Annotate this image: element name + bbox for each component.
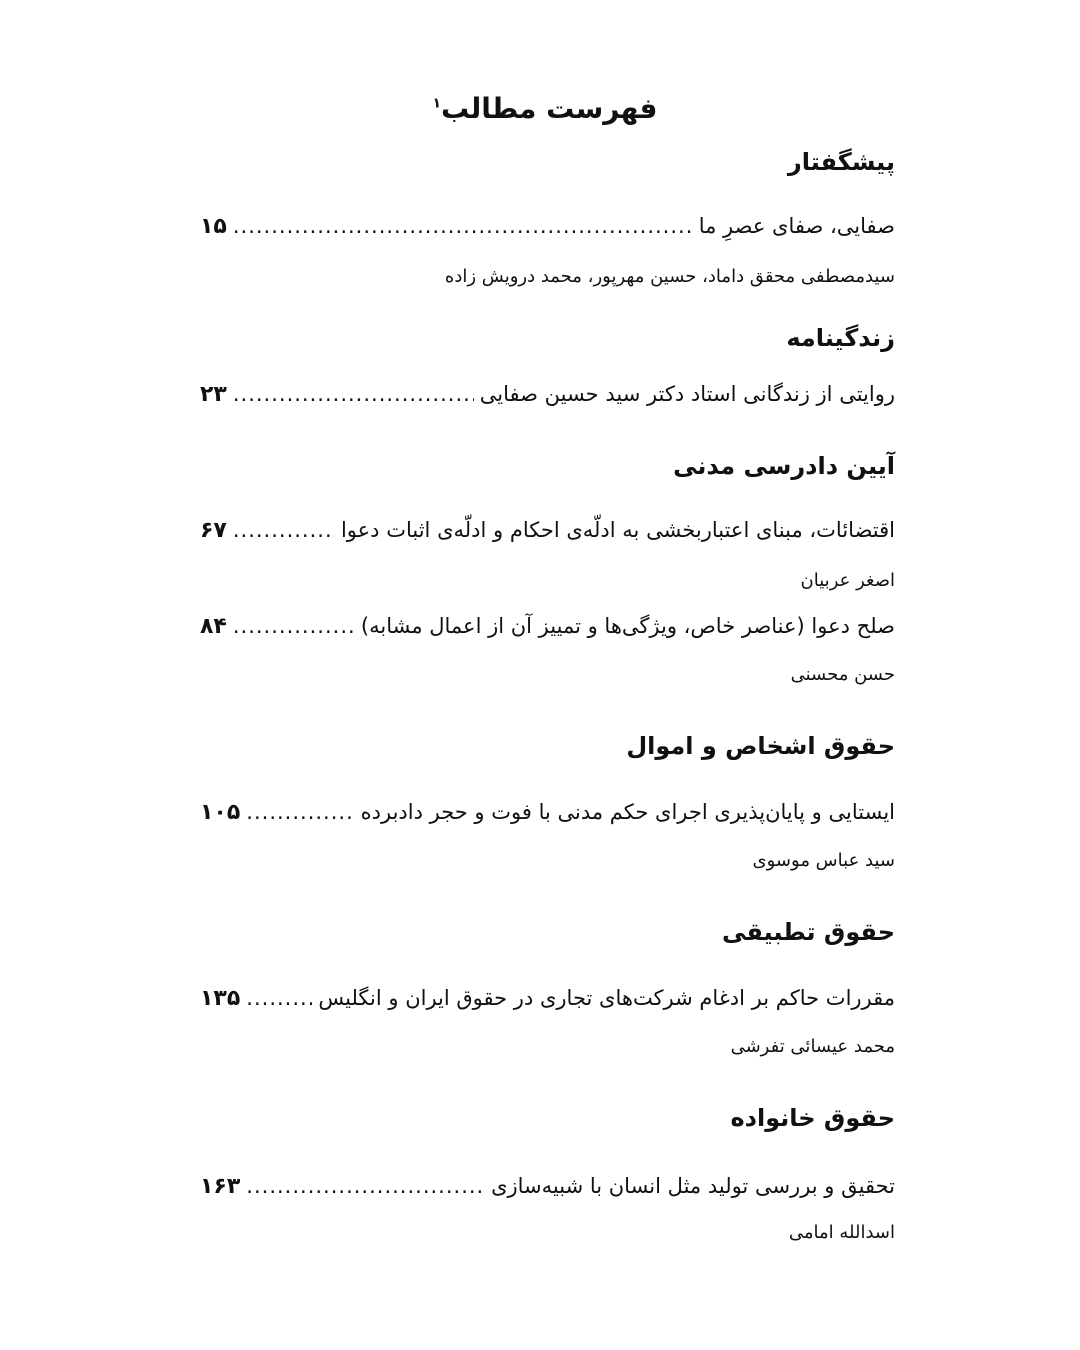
entry-title: مقررات حاکم بر ادغام شرکت‌های تجاری در حقوق ایران و انگلیس xyxy=(318,986,895,1010)
toc-entry[interactable] xyxy=(200,986,895,1020)
entry-title: اقتضائات، مبنای اعتباربخشی به ادلّه‌ی احکام و ادلّه‌ی اثبات دعوا xyxy=(340,518,895,542)
toc-entry[interactable] xyxy=(200,214,895,248)
toc-entry[interactable] xyxy=(200,382,895,416)
section-heading-persons-property: حقوق اشخاص و اموال xyxy=(626,732,895,760)
entry-authors: حسن محسنی xyxy=(790,664,895,685)
entry-page-number: ۱۵ xyxy=(200,214,227,239)
entry-title: تحقیق و بررسی تولید مثل انسان با شبیه‌سازی xyxy=(491,1174,895,1198)
entry-authors: محمد عیسائی تفرشی xyxy=(730,1036,895,1057)
toc-entry[interactable] xyxy=(200,800,895,834)
entry-page-number: ۲۳ xyxy=(200,382,227,407)
entry-title: روایتی از زندگانی استاد دکتر سید حسین صفایی xyxy=(479,382,895,406)
dot-leader xyxy=(233,382,474,406)
dot-leader xyxy=(233,518,335,542)
entry-authors: سیدمصطفی محقق داماد، حسین مهرپور، محمد درویش زاده xyxy=(444,266,895,287)
page-title-text: فهرست مطالب xyxy=(441,92,658,125)
title-footnote-marker: ۱ xyxy=(432,95,442,112)
section-heading-civil-procedure: آیین دادرسی مدنی xyxy=(673,452,895,480)
section-heading-biography: زندگینامه xyxy=(786,324,895,352)
page-title xyxy=(0,92,1080,125)
entry-page-number: ۶۷ xyxy=(200,518,227,543)
entry-page-number: ۱۳۵ xyxy=(200,986,241,1011)
dot-leader xyxy=(246,800,354,824)
dot-leader xyxy=(246,986,312,1010)
entry-page-number: ۱۰۵ xyxy=(200,800,241,825)
entry-authors: اصغر عربیان xyxy=(800,570,895,591)
entry-title: صلح دعوا (عناصر خاص، ویژگی‌ها و تمییز آن از اعمال مشابه) xyxy=(360,614,895,638)
toc-entry[interactable] xyxy=(200,614,895,648)
toc-entry[interactable] xyxy=(200,1174,895,1208)
entry-title: صفایی، صفای عصرِ ما xyxy=(698,214,895,238)
entry-page-number: ۱۶۳ xyxy=(200,1174,241,1199)
toc-entry[interactable] xyxy=(200,518,895,552)
section-heading-preface: پیشگفتار xyxy=(787,148,895,176)
entry-title: ایستایی و پایان‌پذیری اجرای حکم مدنی با فوت و حجر دادبرده xyxy=(360,800,895,824)
dot-leader xyxy=(233,214,693,238)
entry-page-number: ۸۴ xyxy=(200,614,227,639)
section-heading-comparative-law: حقوق تطبیقی xyxy=(722,918,895,946)
dot-leader xyxy=(233,614,355,638)
entry-authors: سید عباس موسوی xyxy=(752,850,895,871)
dot-leader xyxy=(246,1174,485,1198)
entry-authors: اسدالله امامی xyxy=(788,1222,895,1243)
section-heading-family-law: حقوق خانواده xyxy=(730,1104,895,1132)
